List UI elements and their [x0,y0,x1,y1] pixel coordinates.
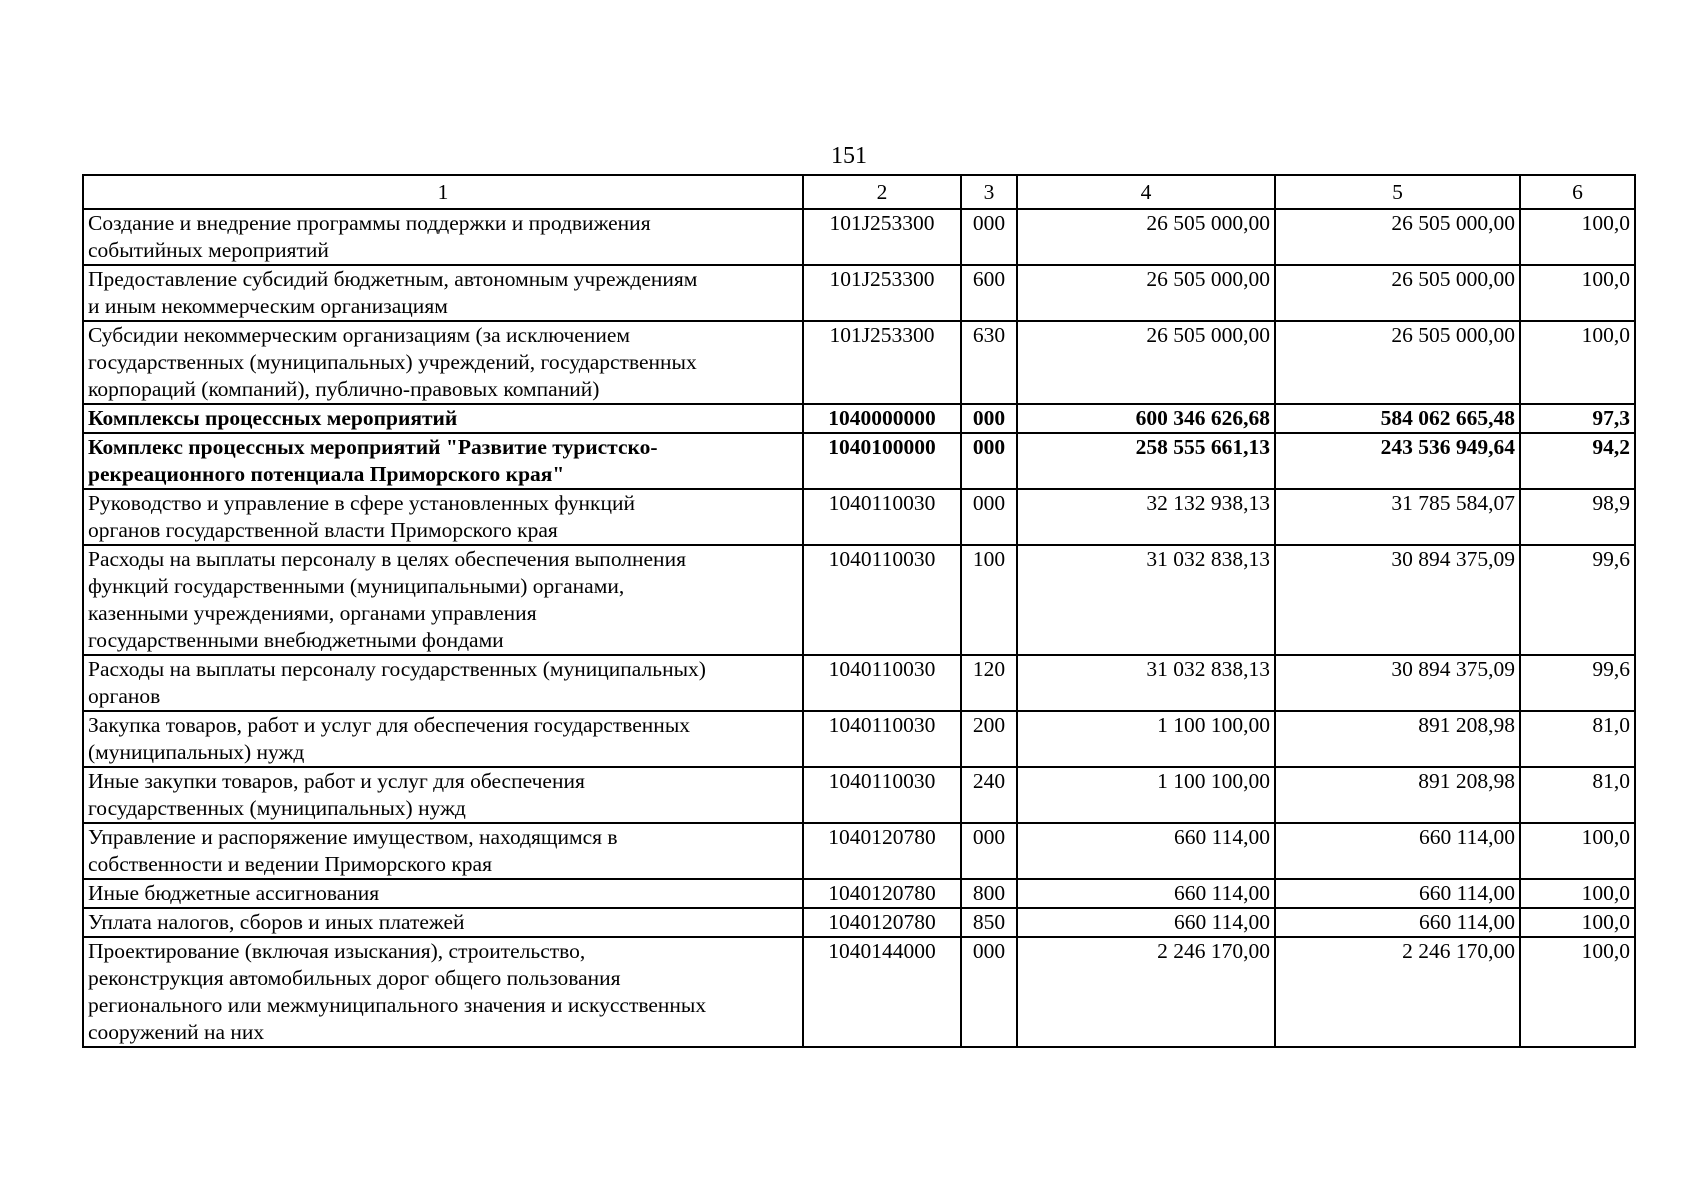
row-fact-amount-cell: 891 208,98 [1275,767,1520,823]
row-code-cell: 1040120780 [803,823,961,879]
row-expense-type-cell: 630 [961,321,1017,404]
row-code-cell: 1040144000 [803,937,961,1047]
row-percent-cell: 94,2 [1520,433,1635,489]
row-name-line: реконструкция автомобильных дорог общего пользования [88,966,621,990]
row-code-cell: 101J253300 [803,321,961,404]
row-name-line: Субсидии некоммерческим организациям (за исключением [88,323,631,347]
table-row [83,321,1635,404]
row-percent-cell: 98,9 [1520,489,1635,545]
table-row [83,545,1635,655]
row-name-line: Расходы на выплаты персоналу государственных (муниципальных) [88,657,706,681]
table-row [83,908,1635,937]
row-name-line: корпораций (компаний), публично-правовых компаний) [88,377,600,401]
table-row [83,209,1635,265]
row-name-line: органов государственной власти Приморского края [88,518,558,542]
row-name-line: Расходы на выплаты персоналу в целях обеспечения выполнения [88,547,686,571]
row-plan-amount-cell: 660 114,00 [1017,908,1275,937]
row-fact-amount-cell: 243 536 949,64 [1275,433,1520,489]
row-fact-amount-cell: 30 894 375,09 [1275,655,1520,711]
row-percent-cell: 100,0 [1520,209,1635,265]
row-expense-type-cell: 000 [961,823,1017,879]
row-name-cell [83,545,803,655]
row-expense-type-cell: 000 [961,404,1017,433]
row-code-cell: 1040110030 [803,545,961,655]
row-expense-type-cell: 240 [961,767,1017,823]
row-name-cell [83,908,803,937]
row-percent-cell: 100,0 [1520,879,1635,908]
row-plan-amount-cell: 258 555 661,13 [1017,433,1275,489]
row-expense-type-cell: 000 [961,433,1017,489]
row-code-cell: 1040110030 [803,711,961,767]
row-expense-type-cell: 600 [961,265,1017,321]
row-name-line: Руководство и управление в сфере установленных функций [88,491,636,515]
table-row [83,489,1635,545]
row-name-line: Комплексы процессных мероприятий [88,406,458,430]
row-fact-amount-cell: 30 894 375,09 [1275,545,1520,655]
row-fact-amount-cell: 2 246 170,00 [1275,937,1520,1047]
row-percent-cell: 81,0 [1520,767,1635,823]
row-code-cell: 101J253300 [803,209,961,265]
row-name-line: сооружений на них [88,1020,265,1044]
table-row [83,265,1635,321]
row-plan-amount-cell: 2 246 170,00 [1017,937,1275,1047]
row-name-cell [83,879,803,908]
table-row [83,404,1635,433]
row-expense-type-cell: 100 [961,545,1017,655]
row-name-line: Создание и внедрение программы поддержки и продвижения [88,211,651,235]
row-name-line: собственности и ведении Приморского края [88,852,492,876]
column-number-row [83,175,1635,209]
row-code-cell: 101J253300 [803,265,961,321]
row-name-cell [83,937,803,1047]
row-name-line: Предоставление субсидий бюджетным, автономным учреждениям [88,267,698,291]
table-row [83,823,1635,879]
column-header: 4 [1017,175,1275,209]
row-percent-cell: 99,6 [1520,545,1635,655]
row-fact-amount-cell: 26 505 000,00 [1275,209,1520,265]
row-name-line: Уплата налогов, сборов и иных платежей [88,910,465,934]
row-plan-amount-cell: 1 100 100,00 [1017,767,1275,823]
row-plan-amount-cell: 26 505 000,00 [1017,321,1275,404]
row-name-cell [83,655,803,711]
table-header [83,175,1635,209]
row-plan-amount-cell: 26 505 000,00 [1017,209,1275,265]
row-code-cell: 1040120780 [803,908,961,937]
row-fact-amount-cell: 660 114,00 [1275,823,1520,879]
row-name-line: государственных (муниципальных) учреждений, государственных [88,350,697,374]
row-percent-cell: 100,0 [1520,823,1635,879]
row-name-cell [83,489,803,545]
row-fact-amount-cell: 891 208,98 [1275,711,1520,767]
row-percent-cell: 81,0 [1520,711,1635,767]
row-name-cell [83,265,803,321]
column-header: 3 [961,175,1017,209]
table-row [83,879,1635,908]
row-name-line: органов [88,684,161,708]
row-name-line: Проектирование (включая изыскания), строительство, [88,939,586,963]
row-percent-cell: 97,3 [1520,404,1635,433]
row-plan-amount-cell: 660 114,00 [1017,879,1275,908]
row-name-cell [83,823,803,879]
row-name-line: функций государственными (муниципальными) органами, [88,574,625,598]
row-name-line: и иным некоммерческим организациям [88,294,448,318]
row-fact-amount-cell: 31 785 584,07 [1275,489,1520,545]
row-name-line: казенными учреждениями, органами управления [88,601,537,625]
row-fact-amount-cell: 26 505 000,00 [1275,321,1520,404]
row-fact-amount-cell: 660 114,00 [1275,879,1520,908]
row-name-line: Закупка товаров, работ и услуг для обеспечения государственных [88,713,691,737]
row-name-cell [83,209,803,265]
row-name-line: государственными внебюджетными фондами [88,628,504,652]
row-code-cell: 1040110030 [803,655,961,711]
row-name-cell [83,711,803,767]
row-plan-amount-cell: 660 114,00 [1017,823,1275,879]
row-expense-type-cell: 800 [961,879,1017,908]
row-code-cell: 1040100000 [803,433,961,489]
row-name-line: Комплекс процессных мероприятий "Развитие туристско- [88,435,658,459]
table-row [83,711,1635,767]
row-code-cell: 1040120780 [803,879,961,908]
row-name-cell [83,767,803,823]
row-name-line: Иные бюджетные ассигнования [88,881,380,905]
row-plan-amount-cell: 600 346 626,68 [1017,404,1275,433]
table-row [83,937,1635,1047]
row-plan-amount-cell: 32 132 938,13 [1017,489,1275,545]
row-name-line: (муниципальных) нужд [88,740,305,764]
row-expense-type-cell: 120 [961,655,1017,711]
row-expense-type-cell: 200 [961,711,1017,767]
column-header: 6 [1520,175,1635,209]
row-plan-amount-cell: 26 505 000,00 [1017,265,1275,321]
row-plan-amount-cell: 1 100 100,00 [1017,711,1275,767]
table-row [83,655,1635,711]
row-plan-amount-cell: 31 032 838,13 [1017,545,1275,655]
table-row [83,767,1635,823]
row-fact-amount-cell: 584 062 665,48 [1275,404,1520,433]
row-code-cell: 1040110030 [803,767,961,823]
column-header: 5 [1275,175,1520,209]
row-expense-type-cell: 850 [961,908,1017,937]
row-percent-cell: 100,0 [1520,908,1635,937]
row-name-cell [83,404,803,433]
column-header: 1 [83,175,803,209]
row-name-cell [83,433,803,489]
row-name-line: Управление и распоряжение имуществом, находящимся в [88,825,618,849]
row-name-line: событийных мероприятий [88,238,329,262]
row-name-line: государственных (муниципальных) нужд [88,796,466,820]
row-name-line: Иные закупки товаров, работ и услуг для обеспечения [88,769,585,793]
row-expense-type-cell: 000 [961,209,1017,265]
table-row [83,433,1635,489]
row-plan-amount-cell: 31 032 838,13 [1017,655,1275,711]
row-fact-amount-cell: 660 114,00 [1275,908,1520,937]
row-percent-cell: 100,0 [1520,265,1635,321]
column-header: 2 [803,175,961,209]
row-expense-type-cell: 000 [961,937,1017,1047]
row-name-line: рекреационного потенциала Приморского края" [88,462,565,486]
page-number: 151 [831,143,867,169]
row-name-line: регионального или межмуниципального значения и искусственных [88,993,707,1017]
table-body [83,209,1635,1047]
row-percent-cell: 100,0 [1520,321,1635,404]
row-code-cell: 1040110030 [803,489,961,545]
row-percent-cell: 99,6 [1520,655,1635,711]
row-code-cell: 1040000000 [803,404,961,433]
row-percent-cell: 100,0 [1520,937,1635,1047]
row-fact-amount-cell: 26 505 000,00 [1275,265,1520,321]
budget-table [82,174,1636,1048]
row-name-cell [83,321,803,404]
row-expense-type-cell: 000 [961,489,1017,545]
